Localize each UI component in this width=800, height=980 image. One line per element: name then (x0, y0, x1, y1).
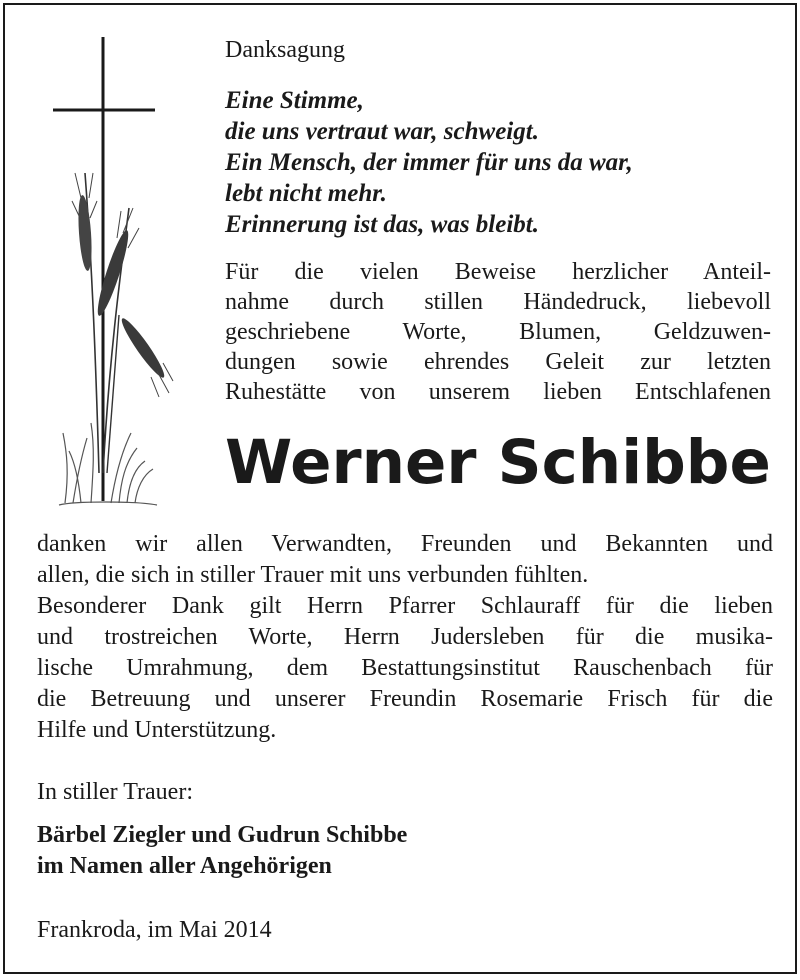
signatories (37, 820, 407, 882)
deceased-name: Werner Schibbe (225, 427, 771, 498)
body-line: allen, die sich in stiller Trauer mit uns verbunden fühlten. (37, 562, 589, 588)
body-line: lische Umrahmung, dem Bestattungsinstitut Rauschenbach für (37, 655, 773, 681)
poem-line: die uns vertraut war, schweigt. (225, 118, 539, 145)
thanks-intro-paragraph (225, 257, 771, 407)
notice-heading: Danksagung (225, 37, 345, 63)
body-line: Besonderer Dank gilt Herrn Pfarrer Schlauraff für die lieben (37, 593, 773, 619)
signatory-line: Bärbel Ziegler und Gudrun Schibbe (37, 822, 408, 848)
thanks-body-paragraph (37, 529, 773, 746)
intro-line: Für die vielen Beweise herzlicher Anteil- (225, 259, 771, 285)
poem-line: Eine Stimme, (225, 87, 364, 114)
body-line: Hilfe und Unterstützung. (37, 717, 277, 743)
mourning-label: In stiller Trauer: (37, 779, 193, 805)
body-line: und trostreichen Worte, Herrn Judersleben für die musika- (37, 624, 773, 650)
intro-line: nahme durch stillen Händedruck, liebevoll (225, 289, 771, 315)
poem-line: Ein Mensch, der immer für uns da war, (225, 149, 633, 176)
body-line: danken wir allen Verwandten, Freunden und Bekannten und (37, 531, 773, 557)
body-line: die Betreuung und unserer Freundin Rosemarie Frisch für die (37, 686, 773, 712)
poem-line: Erinnerung ist das, was bleibt. (225, 211, 539, 238)
poem-line: lebt nicht mehr. (225, 180, 387, 207)
intro-line: dungen sowie ehrendes Geleit zur letzten (225, 349, 771, 375)
place-and-date: Frankroda, im Mai 2014 (37, 917, 272, 943)
intro-line: geschriebene Worte, Blumen, Geldzuwen- (225, 319, 771, 345)
obituary-notice (3, 3, 797, 974)
signatory-line: im Namen aller Angehörigen (37, 853, 332, 879)
memorial-poem (225, 85, 633, 240)
cross-with-wheat-icon (45, 33, 175, 523)
intro-line: Ruhestätte von unserem lieben Entschlafenen (225, 379, 771, 405)
